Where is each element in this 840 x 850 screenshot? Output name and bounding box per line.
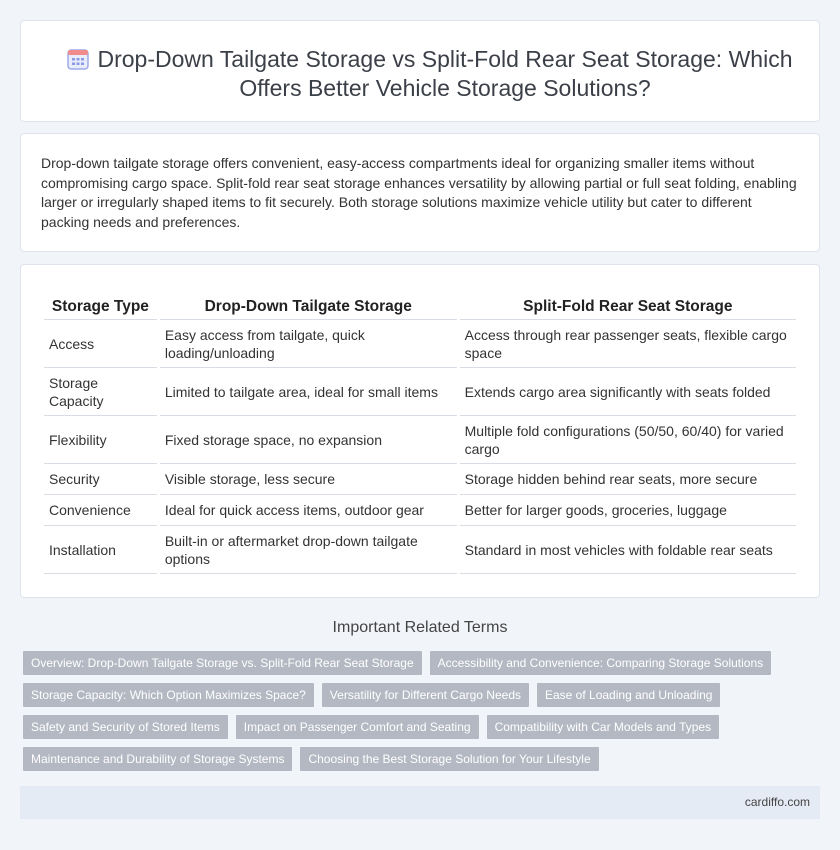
column-header: Storage Type bbox=[44, 295, 157, 320]
table-cell: Access through rear passenger seats, flexible cargo space bbox=[460, 320, 796, 368]
related-term-tag[interactable]: Maintenance and Durability of Storage Systems bbox=[23, 747, 292, 771]
related-term-tag[interactable]: Choosing the Best Storage Solution for Your Lifestyle bbox=[300, 747, 598, 771]
table-row bbox=[44, 320, 796, 368]
table-row bbox=[44, 464, 796, 495]
comparison-table bbox=[41, 295, 799, 574]
related-term-tag[interactable]: Impact on Passenger Comfort and Seating bbox=[236, 715, 479, 739]
table-cell: Ideal for quick access items, outdoor gear bbox=[160, 495, 457, 526]
related-term-tag[interactable]: Overview: Drop-Down Tailgate Storage vs. Split-Fold Rear Seat Storage bbox=[23, 651, 422, 675]
related-term-tag[interactable]: Safety and Security of Stored Items bbox=[23, 715, 228, 739]
table-row bbox=[44, 495, 796, 526]
related-term-tag[interactable]: Accessibility and Convenience: Comparing Storage Solutions bbox=[430, 651, 772, 675]
table-cell: Storage hidden behind rear seats, more secure bbox=[460, 464, 796, 495]
related-terms-heading: Important Related Terms bbox=[332, 619, 508, 636]
table-cell: Flexibility bbox=[44, 416, 157, 464]
table-cell: Installation bbox=[44, 526, 157, 574]
column-header: Split-Fold Rear Seat Storage bbox=[460, 295, 796, 320]
table-cell: Multiple fold configurations (50/50, 60/40) for varied cargo bbox=[460, 416, 796, 464]
related-term-tag[interactable]: Versatility for Different Cargo Needs bbox=[322, 683, 529, 707]
table-cell: Convenience bbox=[44, 495, 157, 526]
summary-paragraph: Drop-down tailgate storage offers convenient, easy-access compartments ideal for organizing smaller items without compromising cargo space. Split-fold rear seat storage enhances versatility by allowing partial or full seat folding, enabling larger or irregularly shaped items to fit securely. Both storage solutions maximize vehicle utility but cater to different packing needs and preferences. bbox=[41, 155, 797, 230]
table-cell: Visible storage, less secure bbox=[160, 464, 457, 495]
related-term-tag[interactable]: Ease of Loading and Unloading bbox=[537, 683, 720, 707]
table-row bbox=[44, 526, 796, 574]
table-cell: Easy access from tailgate, quick loading/unloading bbox=[160, 320, 457, 368]
table-row bbox=[44, 368, 796, 416]
table-cell: Fixed storage space, no expansion bbox=[160, 416, 457, 464]
column-header: Drop-Down Tailgate Storage bbox=[160, 295, 457, 320]
table-cell: Limited to tailgate area, ideal for small items bbox=[160, 368, 457, 416]
related-term-tag[interactable]: Compatibility with Car Models and Types bbox=[487, 715, 720, 739]
title-card bbox=[20, 20, 820, 122]
table-cell: Security bbox=[44, 464, 157, 495]
related-term-tag[interactable]: Storage Capacity: Which Option Maximizes Space? bbox=[23, 683, 314, 707]
page-title: Drop-Down Tailgate Storage vs Split-Fold Rear Seat Storage: Which Offers Better Vehicle Storage Solutions? bbox=[97, 46, 793, 101]
table-cell: Built-in or aftermarket drop-down tailgate options bbox=[160, 526, 457, 574]
summary-card bbox=[20, 133, 820, 252]
footer-site-link[interactable]: cardiffo.com bbox=[744, 795, 810, 809]
related-terms-list bbox=[23, 651, 793, 779]
table-cell: Storage Capacity bbox=[44, 368, 157, 416]
table-cell: Extends cargo area significantly with seats folded bbox=[460, 368, 796, 416]
table-cell: Access bbox=[44, 320, 157, 368]
footer bbox=[20, 786, 820, 819]
table-row bbox=[44, 416, 796, 464]
table-cell: Standard in most vehicles with foldable rear seats bbox=[460, 526, 796, 574]
comparison-card bbox=[20, 264, 820, 598]
table-cell: Better for larger goods, groceries, luggage bbox=[460, 495, 796, 526]
table-header-row bbox=[44, 295, 796, 320]
